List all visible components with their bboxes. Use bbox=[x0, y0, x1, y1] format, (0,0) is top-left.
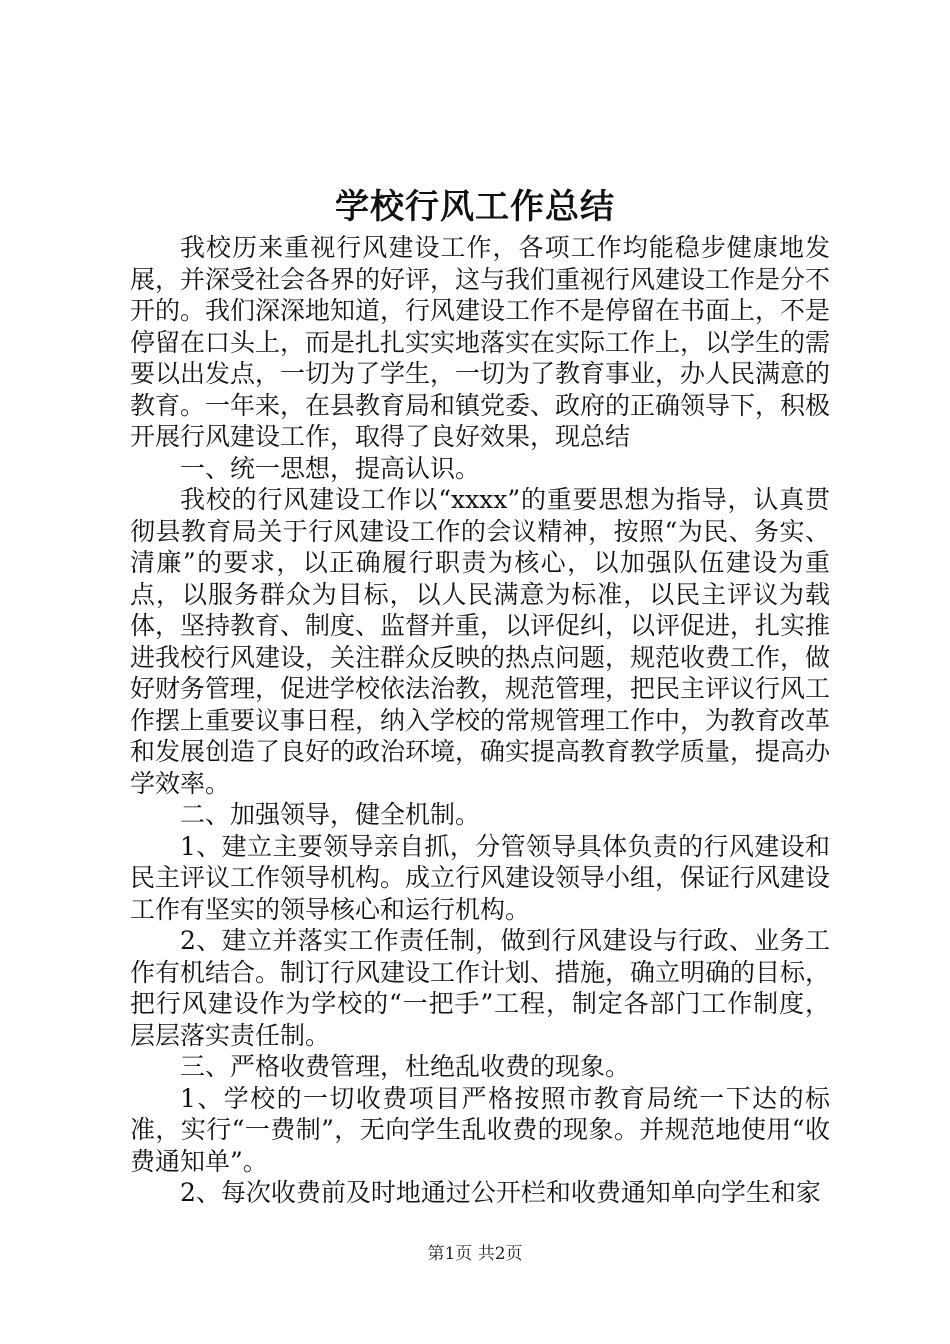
heading-section-1: 一、统一思想，提高认识。 bbox=[180, 453, 481, 483]
paragraph-section-1: 我校的行风建设工作以“xxxx”的重要思想为指导，认真贯彻县教育局关于行风建设工作的会议精神，按照“为民、务实、清廉”的要求，以正确履行职责为核心，以加强队伍建设为重点，以服务群众为目标，以人民满意为标准，以民主评议为载体，坚持教育、制度、监督并重，以评促纠，以评促进，扎实推进我校行风建设，关注群众反映的热点问题，规范收费工作，做好财务管理，促进学校依法治教，规范管理，把民主评议行风工作摆上重要议事日程，纳入学校的常规管理工作中，为教育改革和发展创造了良好的政治环境，确实提高教育教学质量，提高办学效率。 bbox=[130, 485, 831, 798]
heading-section-2: 二、加强领导，健全机制。 bbox=[180, 800, 481, 829]
page-number-footer: 第1页 共2页 bbox=[427, 1244, 523, 1264]
document-body bbox=[130, 232, 830, 1209]
paragraph-section-3-item-2: 2、每次收费前及时地通过公开栏和收费通知单向学生和家 bbox=[180, 1178, 821, 1207]
paragraph-section-3-item-1: 1、学校的一切收费项目严格按照市教育局统一下达的标准，实行“一费制”，无向学生乱收费的现象。并规范地使用“收费通知单”。 bbox=[130, 1083, 830, 1176]
paragraph-section-2-item-2: 2、建立并落实工作责任制，做到行风建设与行政、业务工作有机结合。制订行风建设工作计划、措施，确立明确的目标，把行风建设作为学校的“一把手”工程，制定各部门工作制度，层层落实责任制。 bbox=[130, 926, 831, 1050]
paragraph-section-2-item-1: 1、建立主要领导亲自抓，分管领导具体负责的行风建设和民主评议工作领导机构。成立行风建设领导小组，保证行风建设工作有坚实的领导核心和运行机构。 bbox=[130, 831, 831, 924]
heading-section-3: 三、严格收费管理，杜绝乱收费的现象。 bbox=[180, 1052, 631, 1081]
document-title: 学校行风工作总结 bbox=[335, 187, 615, 227]
paragraph-intro: 我校历来重视行风建设工作，各项工作均能稳步健康地发展，并深受社会各界的好评，这与我们重视行风建设工作是分不开的。我们深深地知道，行风建设工作不是停留在书面上，不是停留在口头上，而是扎扎实实地落实在实际工作上，以学生的需要以出发点，一切为了学生，一切为了教育事业，办人民满意的教育。一年来，在县教育局和镇党委、政府的正确领导下，积极开展行风建设工作，取得了良好效果，现总结 bbox=[130, 233, 831, 451]
